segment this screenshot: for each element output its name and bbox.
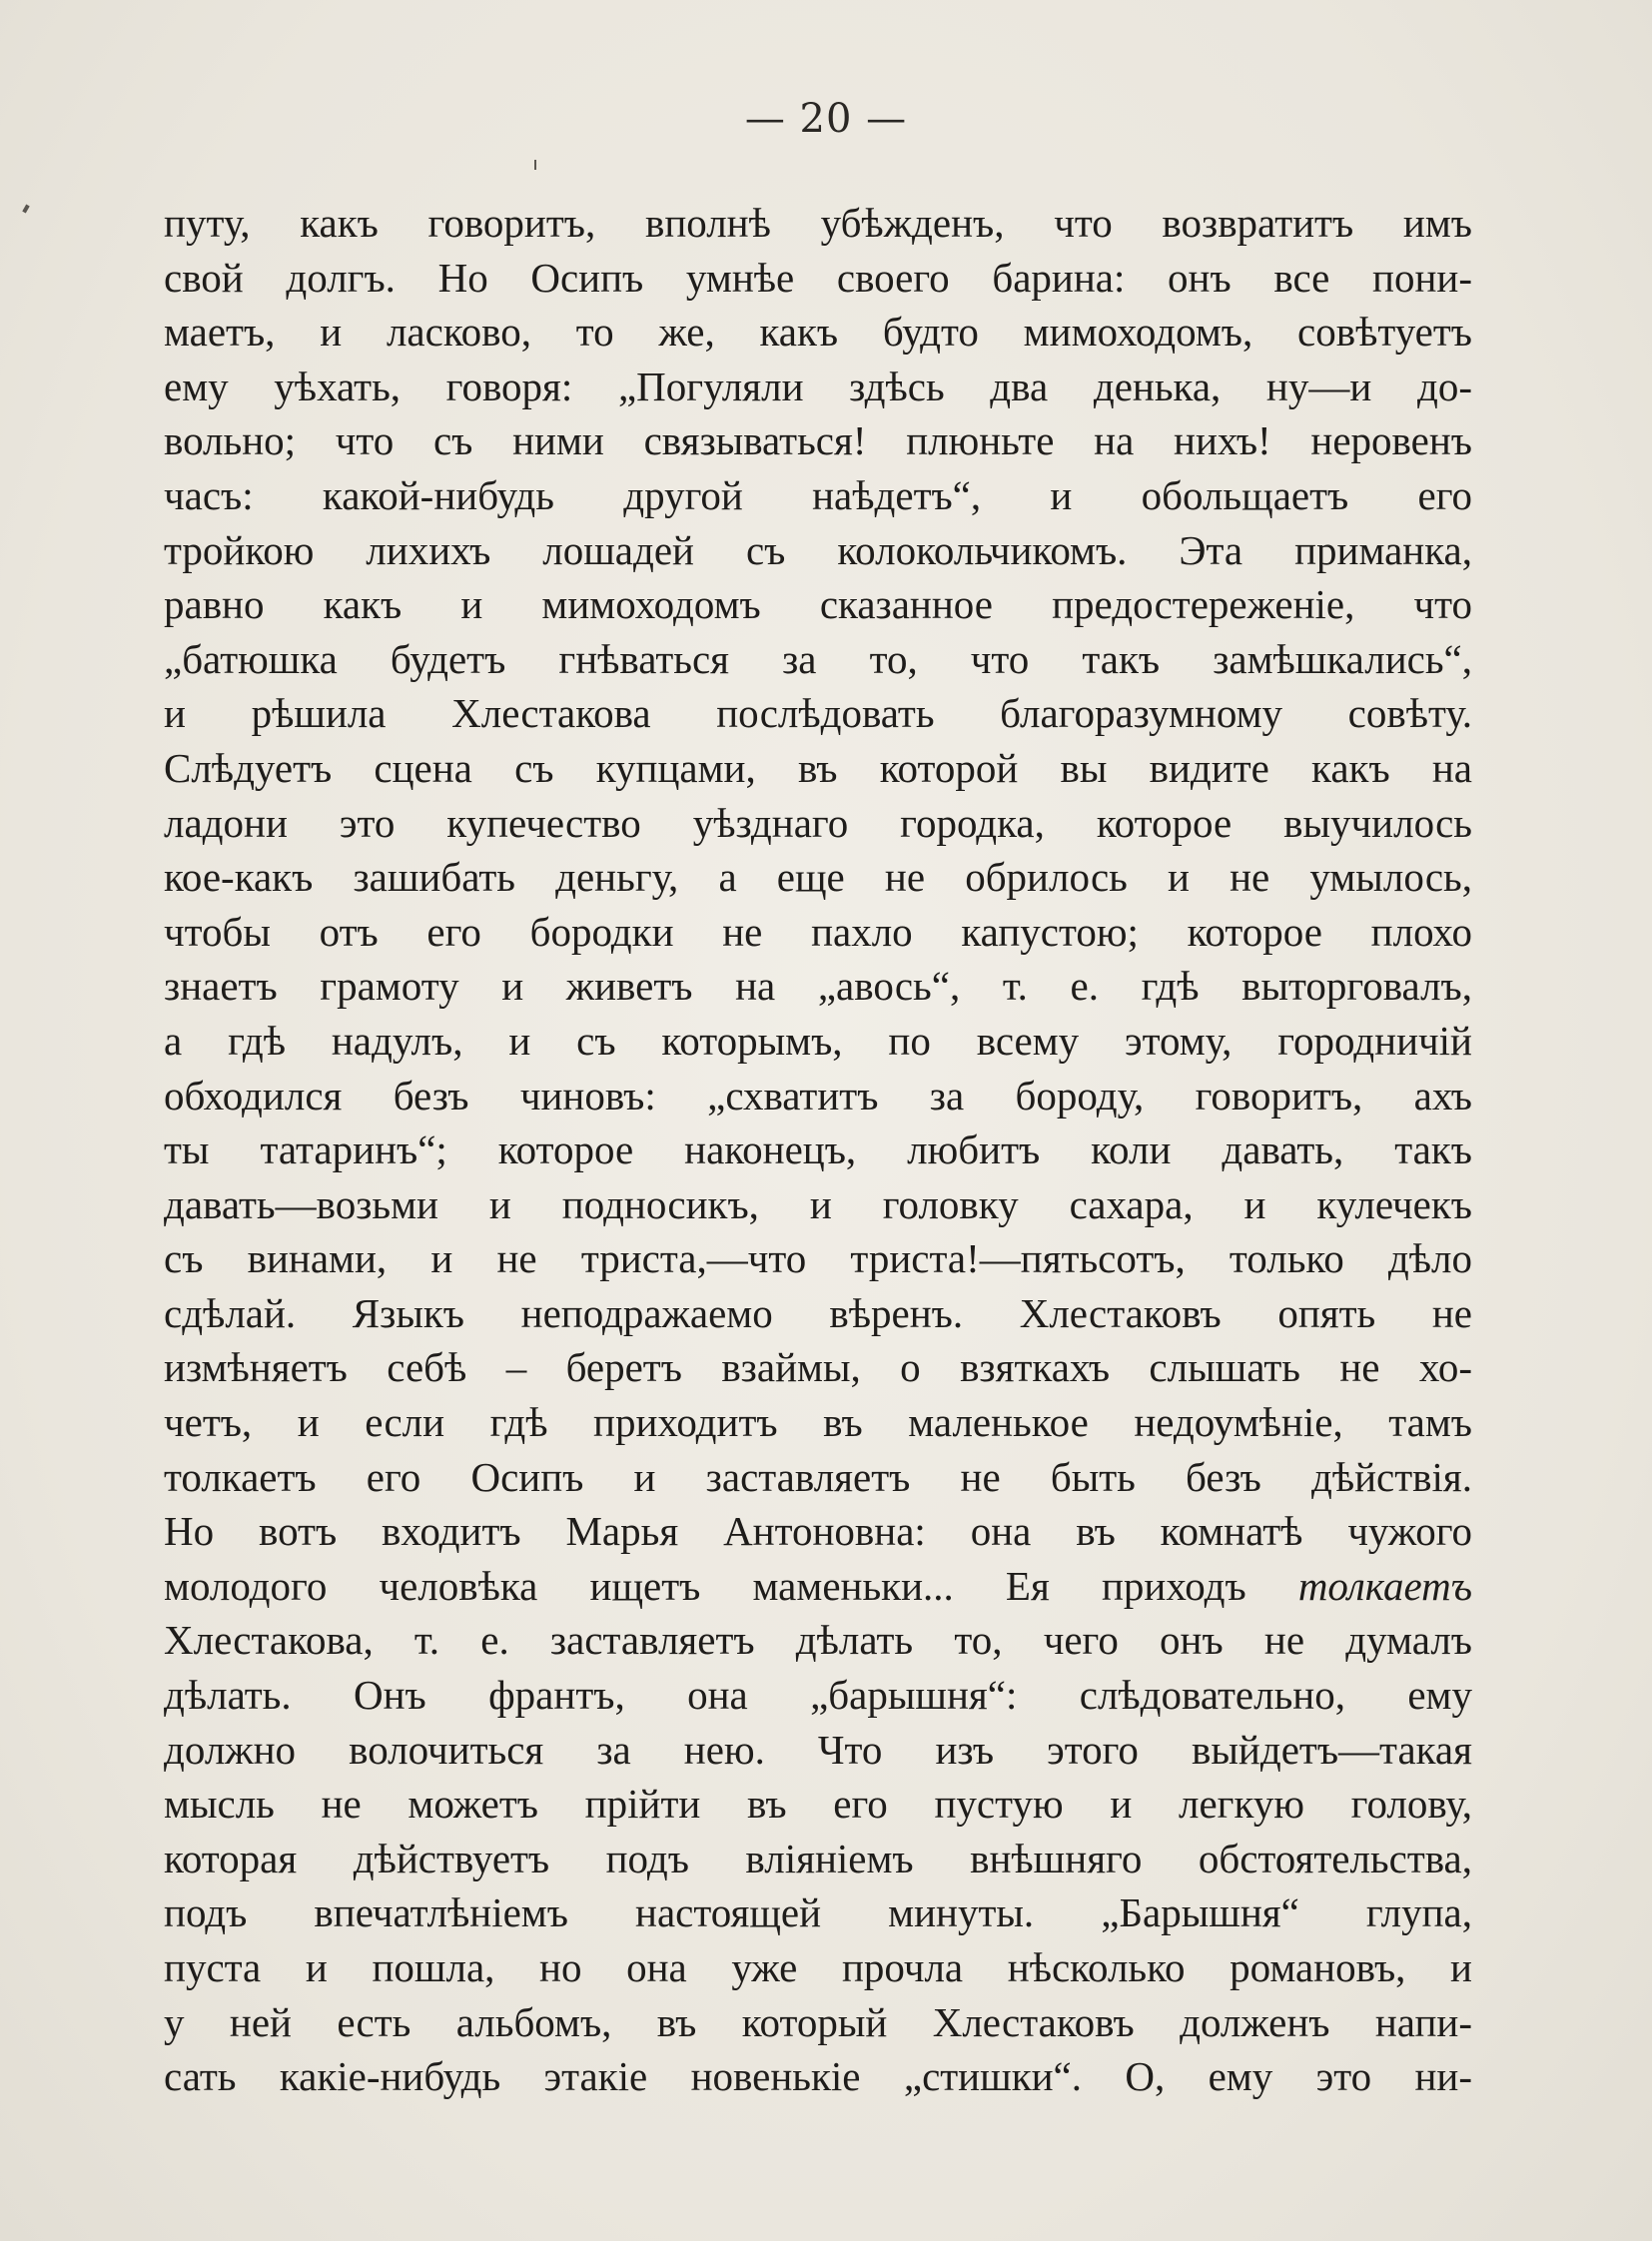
text-line: Но вотъ входитъ Марья Антоновна: она въ комнатѣ чужого: [164, 1508, 1472, 1555]
text-line: вольно; что съ ними связываться! плюньте на нихъ! неровенъ: [164, 417, 1472, 464]
text-line: „батюшка будетъ гнѣваться за то, что такъ замѣшкались“,: [164, 635, 1472, 682]
text-line: сдѣлай. Языкъ неподражаемо вѣренъ. Хлестаковъ опять не: [164, 1289, 1472, 1336]
text-line: ты татаринъ“; которое наконецъ, любитъ коли давать, такъ: [164, 1126, 1472, 1173]
text-line: ему уѣхать, говоря: „Погуляли здѣсь два денька, ну—и до-: [164, 363, 1472, 409]
text-line: маетъ, и ласково, то же, какъ будто мимоходомъ, совѣтуетъ: [164, 309, 1472, 356]
text-line: измѣняетъ себѣ – беретъ взаймы, о взяткахъ слышать не хо-: [164, 1344, 1472, 1391]
text-line: Слѣдуетъ сцена съ купцами, въ которой вы видите какъ на: [164, 744, 1472, 791]
text-line: кое-какъ зашибать деньгу, а еще не обрилось и не умылось,: [164, 854, 1472, 901]
text-line: свой долгъ. Но Осипъ умнѣе своего барина: онъ все пони-: [164, 254, 1472, 301]
text-line: Хлестакова, т. е. заставляетъ дѣлать то, чего онъ не думалъ: [164, 1617, 1472, 1664]
text-line: тройкою лихихъ лошадей съ колокольчикомъ. Эта приманка,: [164, 526, 1472, 573]
text-line: мысль не можетъ прійти въ его пустую и легкую голову,: [164, 1781, 1472, 1828]
scan-speck: [534, 160, 536, 170]
text-line: путу, какъ говоритъ, вполнѣ убѣжденъ, что возвратитъ имъ: [164, 200, 1472, 246]
text-line: четъ, и если гдѣ приходитъ въ маленькое недоумѣніе, тамъ: [164, 1399, 1472, 1446]
text-line: обходился безъ чиновъ: „схватитъ за бороду, говоритъ, ахъ: [164, 1072, 1472, 1119]
text-line: давать—возьми и подносикъ, и головку сахара, и кулечекъ: [164, 1180, 1472, 1227]
text-line: сать какіе-нибудь этакіе новенькіе „стишки“. О, ему это ни-: [164, 2053, 1472, 2100]
text-line: и рѣшила Хлестакова послѣдовать благоразумному совѣту.: [164, 690, 1472, 737]
text-line: толкаетъ его Осипъ и заставляетъ не быть безъ дѣйствія.: [164, 1453, 1472, 1500]
text-line-segment: молодого человѣка ищетъ маменьки... Ея приходъ: [164, 1562, 1246, 1609]
scan-speck: [22, 205, 29, 214]
text-line: пуста и пошла, но она уже прочла нѣсколько романовъ, и: [164, 1944, 1472, 1990]
page-number: — 20 —: [744, 96, 908, 142]
text-line: дѣлать. Онъ франтъ, она „барышня“: слѣдовательно, ему: [164, 1672, 1472, 1719]
text-line: ладони это купечество уѣзднаго городка, которое выучилось: [164, 799, 1472, 846]
text-line: у ней есть альбомъ, въ который Хлестаковъ долженъ напи-: [164, 1998, 1472, 2045]
italic-word: толкаетъ: [1297, 1562, 1472, 1609]
text-line-with-italic: [164, 1559, 1472, 1614]
text-line: часъ: какой-нибудь другой наѣдетъ“, и обольщаетъ его: [164, 471, 1472, 518]
text-line: чтобы отъ его бородки не пахло капустою; которое плохо: [164, 908, 1472, 955]
text-line: знаетъ грамоту и живетъ на „авось“, т. е. гдѣ выторговалъ,: [164, 963, 1472, 1010]
body-text: [164, 196, 1472, 2104]
text-line: съ винами, и не триста,—что триста!—пятьсотъ, только дѣло: [164, 1235, 1472, 1282]
text-line: а гдѣ надулъ, и съ которымъ, по всему этому, городничій: [164, 1017, 1472, 1064]
text-line: должно волочиться за нею. Что изъ этого выйдетъ—такая: [164, 1726, 1472, 1773]
text-line: подъ впечатлѣніемъ настоящей минуты. „Барышня“ глупа,: [164, 1889, 1472, 1936]
text-line: которая дѣйствуетъ подъ вліяніемъ внѣшняго обстоятельства,: [164, 1835, 1472, 1881]
text-line: равно какъ и мимоходомъ сказанное предостереженіе, что: [164, 581, 1472, 628]
